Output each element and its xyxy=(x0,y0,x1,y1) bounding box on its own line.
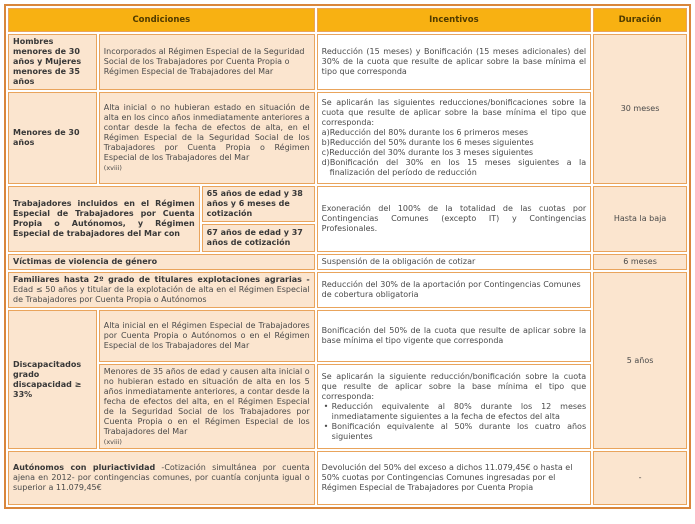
condition-sub-67: 67 años de edad y 37 años de cotización xyxy=(202,224,315,252)
incentive-pluriactividad: Devolución del 50% del exceso a dichos 11.079,45€ o hasta el 50% cuotas por Contingencias Comunes ingresadas por el Régimen Especial de Trabajadores por Cuenta Propia xyxy=(317,451,591,505)
footnote-marker-xviii: (xviii) xyxy=(103,438,122,446)
condition-detail-text: Alta inicial o no hubieran estado en situación de alta en los cinco años inmediatamente anteriores a contar desde la fecha de efectos de alta, en el Régimen Especial de la Seguridad Social de los Trabajadores por Cuenta Propia o Régimen Especial de los Trabajadores del Mar xyxy=(103,103,310,163)
header-row xyxy=(8,8,687,32)
header-incentivos: Incentivos xyxy=(317,8,591,32)
condition-sub-65: 65 años de edad y 38 años y 6 meses de cotización xyxy=(202,186,315,222)
incentive-mayores: Exoneración del 100% de la totalidad de las cuotas por Contingencias Comunes (excepto IT) y Contingencias Profesionales. xyxy=(317,186,591,252)
condition-label-discapacitados: Discapacitados grado discapacidad ≥ 33% xyxy=(8,310,97,449)
incentive-bullet-2: • Bonificación equivalente al 50% durante los cuatro años siguientes xyxy=(322,422,586,442)
row-pluriactividad xyxy=(8,451,687,505)
incentives-table xyxy=(4,4,691,509)
incentive-familiares: Reducción del 30% de la aportación por Contingencias Comunes de cobertura obligatoria xyxy=(317,272,591,308)
footnote-marker-xviii: (xviii) xyxy=(103,164,122,173)
duration-5-anos: 5 años xyxy=(593,272,687,449)
condition-detail-discapacitados-2 xyxy=(99,364,315,449)
incentive-item-d: d)Bonificación del 30% en los 15 meses siguientes a la finalización del período de reducción xyxy=(321,158,587,177)
row-menores30 xyxy=(8,92,687,184)
incentive-menores30 xyxy=(317,92,591,184)
incentive-intro: Se aplicarán la siguiente reducción/bonificación sobre la cuota que resulte de aplicar sobre la base mínima el tipo que corresponda: xyxy=(321,371,587,401)
incentive-bullet-1: • Reducción equivalente al 80% durante los 12 meses inmediatamente siguientes a la fecha de efectos del alta xyxy=(322,402,586,422)
condition-label-familiares xyxy=(8,272,315,308)
condition-pluriactividad-rest: -Cotización simultánea por cuenta ajena en 2012- por contingencias comunes, por cuantía conjunta igual o superior a 11.079,45€ xyxy=(13,463,310,493)
condition-detail-discapacitados-1: Alta inicial en el Régimen Especial de Trabajadores por Cuenta Propia o Autónomos o en el Régimen Especial de los Trabajadores del Mar xyxy=(99,310,315,362)
incentive-item-c: c)Reducción del 30% durante los 3 meses siguientes xyxy=(321,148,534,157)
condition-familiares-rest: Edad ≤ 50 años y titular de la explotación de alta en el Régimen Especial de Trabajadores por Cuenta Propia o Autónomos xyxy=(13,285,310,304)
condition-label-menores30: Menores de 30 años xyxy=(8,92,97,184)
duration-hasta-la-baja: Hasta la baja xyxy=(593,186,687,252)
incentive-discapacitados-2 xyxy=(317,364,591,449)
duration-6-meses: 6 meses xyxy=(593,254,687,270)
row-mayores-65 xyxy=(8,186,687,222)
condition-detail-jovenes: Incorporados al Régimen Especial de la Seguridad Social de los Trabajadores por Cuenta Propia o Régimen Especial de Trabajadores del Mar xyxy=(99,34,315,90)
duration-30-meses: 30 meses xyxy=(593,34,687,184)
incentive-item-a: a)Reducción del 80% durante los 6 primeros meses xyxy=(321,128,529,137)
condition-detail-text: Menores de 35 años de edad y causen alta inicial o no hubieran estado en situación de alta en los 5 años inmediatamente anteriores, a contar desde la fecha de efectos del alta, en el Régimen Especial de la Seguridad Social de los Trabajadores por Cuenta Propia o en el Régimen Especial de los Trabajadores del Mar xyxy=(103,367,310,436)
row-discapacitados-1 xyxy=(8,310,687,362)
condition-label-pluriactividad xyxy=(8,451,315,505)
condition-label-mayores: Trabajadores incluidos en el Régimen Especial de Trabajadores por Cuenta Propia o Autónomos, y Régimen Especial de trabajadores del Mar con xyxy=(8,186,200,252)
row-familiares xyxy=(8,272,687,308)
header-duracion: Duración xyxy=(593,8,687,32)
incentive-violencia: Suspensión de la obligación de cotizar xyxy=(317,254,591,270)
duration-dash: - xyxy=(593,451,687,505)
header-condiciones: Condiciones xyxy=(8,8,315,32)
row-discapacitados-2 xyxy=(8,364,687,449)
row-jovenes xyxy=(8,34,687,90)
condition-detail-menores30 xyxy=(99,92,315,184)
incentive-item-b: b)Reducción del 50% durante los 6 meses siguientes xyxy=(321,138,534,147)
incentive-discapacitados-1: Bonificación del 50% de la cuota que resulte de aplicar sobre la base mínima el tipo vigente que corresponda xyxy=(317,310,591,362)
incentive-jovenes: Reducción (15 meses) y Bonificación (15 meses adicionales) del 30% de la cuota que resulte de aplicar sobre la base mínima el tipo que corresponda xyxy=(317,34,591,90)
condition-pluriactividad-bold: Autónomos con pluriactividad xyxy=(13,463,156,473)
condition-familiares-bold: Familiares hasta 2º grado de titulares explotaciones agrarias - xyxy=(13,275,310,284)
condition-label-jovenes: Hombres menores de 30 años y Mujeres menores de 35 años xyxy=(8,34,97,90)
condition-label-violencia: Víctimas de violencia de género xyxy=(8,254,315,270)
incentive-intro: Se aplicarán las siguientes reducciones/bonificaciones sobre la cuota que resulte de aplicar sobre la base mínima el tipo que corresponda: xyxy=(321,98,587,127)
row-violencia xyxy=(8,254,687,270)
